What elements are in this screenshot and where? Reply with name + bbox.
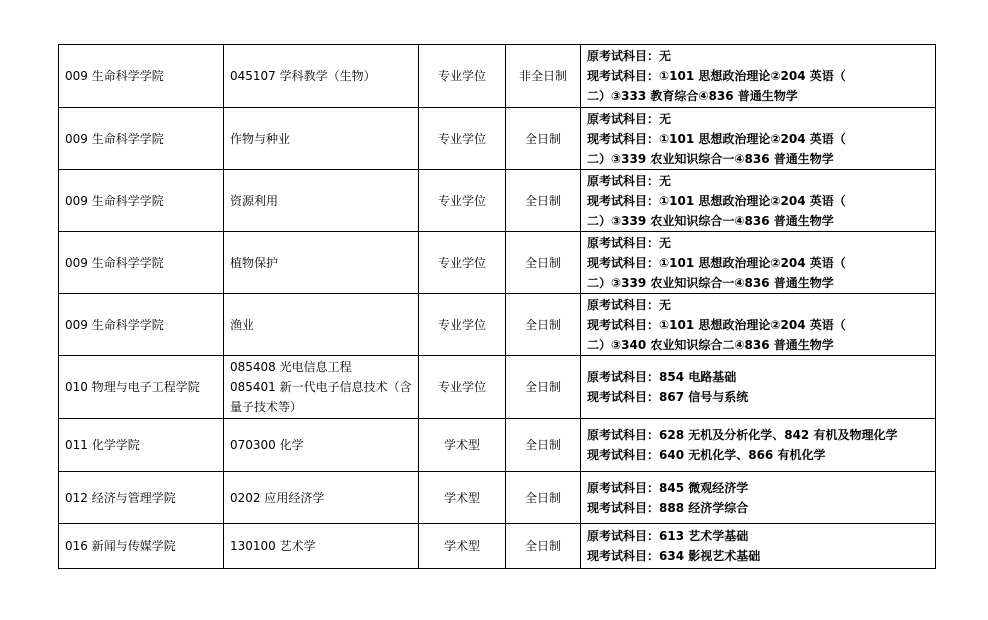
college-cell: 016 新闻与传媒学院 xyxy=(59,524,224,569)
subject-line: 现考试科目：①101 思想政治理论②204 英语（ xyxy=(587,317,846,332)
subjects-cell xyxy=(581,170,936,232)
major-cell xyxy=(224,232,419,294)
degree-type-cell: 专业学位 xyxy=(419,108,506,170)
subjects-cell xyxy=(581,232,936,294)
major-line: 045107 学科教学（生物） xyxy=(230,69,376,83)
table-row xyxy=(59,45,936,108)
subject-line: 二）③333 教育综合④836 普通生物学 xyxy=(587,89,798,103)
college-cell: 009 生命科学学院 xyxy=(59,294,224,356)
study-mode-cell: 全日制 xyxy=(506,170,581,232)
major-line: 量子技术等） xyxy=(230,400,303,414)
major-cell xyxy=(224,294,419,356)
study-mode-cell: 全日制 xyxy=(506,419,581,472)
table-row xyxy=(59,170,936,232)
study-mode-cell: 全日制 xyxy=(506,356,581,419)
table-row xyxy=(59,294,936,356)
college-cell: 010 物理与电子工程学院 xyxy=(59,356,224,419)
degree-type-cell: 学术型 xyxy=(419,524,506,569)
subject-line: 原考试科目：无 xyxy=(587,173,672,188)
major-line: 渔业 xyxy=(230,317,255,332)
study-mode-cell: 全日制 xyxy=(506,524,581,569)
major-cell xyxy=(224,170,419,232)
subject-line: 原考试科目：845 微观经济学 xyxy=(587,480,749,495)
table-row xyxy=(59,232,936,294)
major-cell xyxy=(224,419,419,472)
degree-type-cell: 专业学位 xyxy=(419,356,506,419)
subject-line: 原考试科目：无 xyxy=(587,49,672,63)
subject-line: 现考试科目：①101 思想政治理论②204 英语（ xyxy=(587,69,846,83)
study-mode-cell: 全日制 xyxy=(506,108,581,170)
degree-type-cell: 学术型 xyxy=(419,419,506,472)
subjects-cell xyxy=(581,108,936,170)
subject-line: 现考试科目：①101 思想政治理论②204 英语（ xyxy=(587,193,846,208)
subject-line: 原考试科目：无 xyxy=(587,297,672,312)
major-line: 070300 化学 xyxy=(230,438,304,452)
college-cell: 009 生命科学学院 xyxy=(59,170,224,232)
study-mode-cell: 全日制 xyxy=(506,472,581,524)
table-row xyxy=(59,419,936,472)
table-row xyxy=(59,356,936,419)
major-cell xyxy=(224,524,419,569)
table-row xyxy=(59,524,936,569)
subjects-cell xyxy=(581,356,936,419)
college-cell: 009 生命科学学院 xyxy=(59,108,224,170)
subjects-cell xyxy=(581,524,936,569)
subject-line: 现考试科目：867 信号与系统 xyxy=(587,390,749,404)
subject-line: 原考试科目：无 xyxy=(587,235,672,250)
major-line: 作物与种业 xyxy=(230,131,291,146)
major-line: 130100 艺术学 xyxy=(230,539,316,553)
degree-type-cell: 学术型 xyxy=(419,472,506,524)
subjects-cell xyxy=(581,472,936,524)
college-cell: 012 经济与管理学院 xyxy=(59,472,224,524)
degree-type-cell: 专业学位 xyxy=(419,45,506,108)
college-cell: 009 生命科学学院 xyxy=(59,45,224,108)
subject-line: 二）③340 农业知识综合二④836 普通生物学 xyxy=(587,337,834,352)
study-mode-cell: 全日制 xyxy=(506,232,581,294)
major-cell xyxy=(224,108,419,170)
subject-line: 现考试科目：①101 思想政治理论②204 英语（ xyxy=(587,255,846,270)
degree-type-cell: 专业学位 xyxy=(419,170,506,232)
table-row xyxy=(59,472,936,524)
major-line: 资源利用 xyxy=(230,193,279,208)
degree-type-cell: 专业学位 xyxy=(419,232,506,294)
study-mode-cell: 全日制 xyxy=(506,294,581,356)
subject-line: 现考试科目：888 经济学综合 xyxy=(587,500,749,515)
subject-line: 二）③339 农业知识综合一④836 普通生物学 xyxy=(587,151,834,166)
subjects-cell xyxy=(581,45,936,108)
major-line: 085408 光电信息工程 xyxy=(230,360,352,374)
subject-line: 现考试科目：①101 思想政治理论②204 英语（ xyxy=(587,131,846,146)
major-line: 085401 新一代电子信息技术（含 xyxy=(230,380,412,394)
exam-subject-table xyxy=(58,44,936,569)
college-cell: 009 生命科学学院 xyxy=(59,232,224,294)
major-line: 植物保护 xyxy=(230,255,279,270)
subject-line: 原考试科目：628 无机及分析化学、842 有机及物理化学 xyxy=(587,428,898,442)
subject-line: 原考试科目：无 xyxy=(587,111,672,126)
major-line: 0202 应用经济学 xyxy=(230,490,325,505)
degree-type-cell: 专业学位 xyxy=(419,294,506,356)
subject-line: 二）③339 农业知识综合一④836 普通生物学 xyxy=(587,213,834,228)
subject-line: 现考试科目：640 无机化学、866 有机化学 xyxy=(587,448,826,462)
subjects-cell xyxy=(581,419,936,472)
major-cell xyxy=(224,356,419,419)
subjects-cell xyxy=(581,294,936,356)
major-cell xyxy=(224,472,419,524)
study-mode-cell: 非全日制 xyxy=(506,45,581,108)
major-cell xyxy=(224,45,419,108)
subject-line: 原考试科目：613 艺术学基础 xyxy=(587,529,749,543)
subject-line: 现考试科目：634 影视艺术基础 xyxy=(587,549,761,563)
subject-line: 原考试科目：854 电路基础 xyxy=(587,370,737,384)
subject-line: 二）③339 农业知识综合一④836 普通生物学 xyxy=(587,275,834,290)
table-row xyxy=(59,108,936,170)
college-cell: 011 化学学院 xyxy=(59,419,224,472)
